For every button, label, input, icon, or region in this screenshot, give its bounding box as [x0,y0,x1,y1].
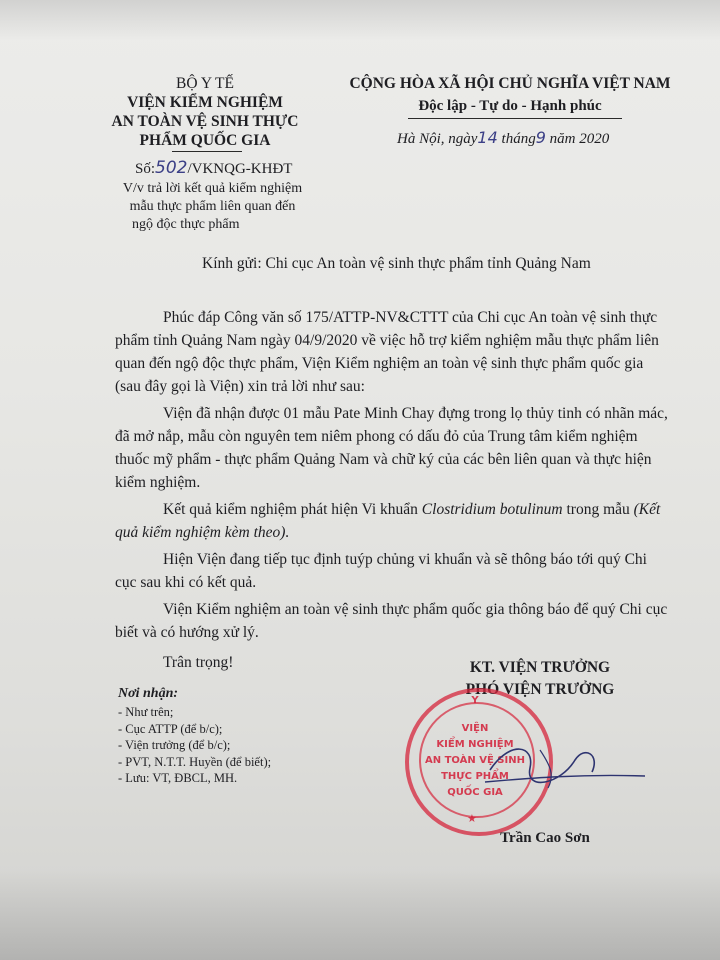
stamp-line3: AN TOÀN VỆ SINH [425,755,525,766]
p3-text-d: (Kết [633,501,661,518]
stamp-line1: VIỆN [461,723,489,734]
top-shadow [0,0,720,40]
body-p2-line4: kiểm nghiệm. [115,474,201,491]
stamp-star-icon: ★ [467,812,477,825]
left-header [80,74,330,150]
signature-title2: PHÓ VIỆN TRƯỞNG [465,681,615,698]
body-p1-line2: phẩm tỉnh Quảng Nam ngày 04/9/2020 về việc hỗ trợ kiểm nghiệm mẫu thực phẩm liên [115,332,659,349]
handwritten-signature [480,730,650,800]
body-p5-line1: Viện Kiểm nghiệm an toàn vệ sinh thực phẩm quốc gia thông báo để quý Chi cục [163,601,668,618]
number-prefix: Số: [135,161,156,177]
institute-name-line3: PHẨM QUỐC GIA [139,132,271,149]
recipient-item: - Cục ATTP (để b/c); [118,721,223,736]
recipient-item: - Viện trưởng (để b/c); [118,738,231,752]
closing-greeting: Trân trọng! [163,654,234,671]
stamp-line4: THỰC PHẨM [441,771,509,782]
subject-line1: V/v trả lời kết quả kiểm nghiệm [122,181,303,196]
recipient-item: - Lưu: VT, ĐBCL, MH. [118,771,238,785]
institute-name-line1: VIỆN KIỂM NGHIỆM [127,94,283,111]
body-p5-line2: biết và có hướng xử lý. [115,624,259,641]
number-handwritten: 502 [155,158,188,178]
date-month: 9 [535,128,546,147]
ministry-name: BỘ Y TẾ [176,75,234,92]
body-p3-line1 [163,501,660,519]
national-motto: Độc lập - Tự do - Hạnh phúc [418,98,602,114]
recipient-line: Kính gửi: Chi cục An toàn vệ sinh thực phẩm tỉnh Quảng Nam [202,255,591,272]
recipients-list [118,704,271,787]
body-p1-line3: quan đến ngộ độc thực phẩm, Viện Kiểm nghiệm an toàn vệ sinh thực phẩm quốc gia [115,355,644,372]
date-line [397,128,697,149]
bottom-shadow [0,870,720,960]
subject-block [90,180,335,234]
signature-title1: KT. VIỆN TRƯỞNG [469,659,611,676]
bacteria-name: Clostridium botulinum [421,501,563,518]
body-p1-line4: (sau đây gọi là Viện) xin trả lời như sau: [115,378,365,395]
p3-text-c: trong mẫu [562,501,634,518]
subject-line3: ngộ độc thực phẩm [132,217,240,232]
date-part3: năm 2020 [549,131,610,147]
body-p2-line2: đã mở nắp, mẫu còn nguyên tem niêm phong có dấu đỏ của Trung tâm kiểm nghiệm [115,428,638,445]
recipients-title: Nơi nhận: [118,686,179,701]
recipient-item: - PVT, N.T.T. Huyền (để biết); [118,754,272,769]
body-p3-line2: quả kiểm nghiệm kèm theo). [115,524,290,541]
signer-name: Trần Cao Sơn [500,830,590,846]
motto-underline [408,118,622,119]
institute-name-line2: AN TOÀN VỆ SINH THỰC [111,113,299,130]
body-p2-line1: Viện đã nhận được 01 mẫu Pate Minh Chay đựng trong lọ thủy tinh có nhãn mác, [163,405,668,422]
number-suffix: /VKNQG-KHĐT [187,161,293,177]
body-p1-line1: Phúc đáp Công văn số 175/ATTP-NV&CTTT của Chi cục An toàn vệ sinh thực [163,309,658,326]
body-p2-line3: thuốc mỹ phẩm - thực phẩm Quảng Nam và chữ ký của các bên liên quan và thực hiện [115,451,652,468]
date-part2: tháng [501,131,536,147]
stamp-line5: QUỐC GIA [447,787,503,798]
body-p4-line2: cục sau khi có kết quả. [115,574,257,591]
date-part1: Hà Nội, ngày [397,131,478,147]
country-name: CỘNG HÒA XÃ HỘI CHỦ NGHĨA VIỆT NAM [349,75,671,92]
p3-text-a: Kết quả kiểm nghiệm phát hiện Vi khuẩn [163,501,422,518]
body-p4-line1: Hiện Viện đang tiếp tục định tuýp chủng vi khuẩn và sẽ thông báo tới quý Chi [163,551,647,568]
stamp-line2: KIỂM NGHIỆM [436,739,514,750]
left-header-underline [172,151,242,152]
recipient-item: - Như trên; [118,705,174,719]
subject-line2: mẫu thực phẩm liên quan đến [129,199,296,214]
document-number [135,158,375,179]
stamp-top-letter: Y [471,695,479,706]
date-day: 14 [477,128,498,147]
